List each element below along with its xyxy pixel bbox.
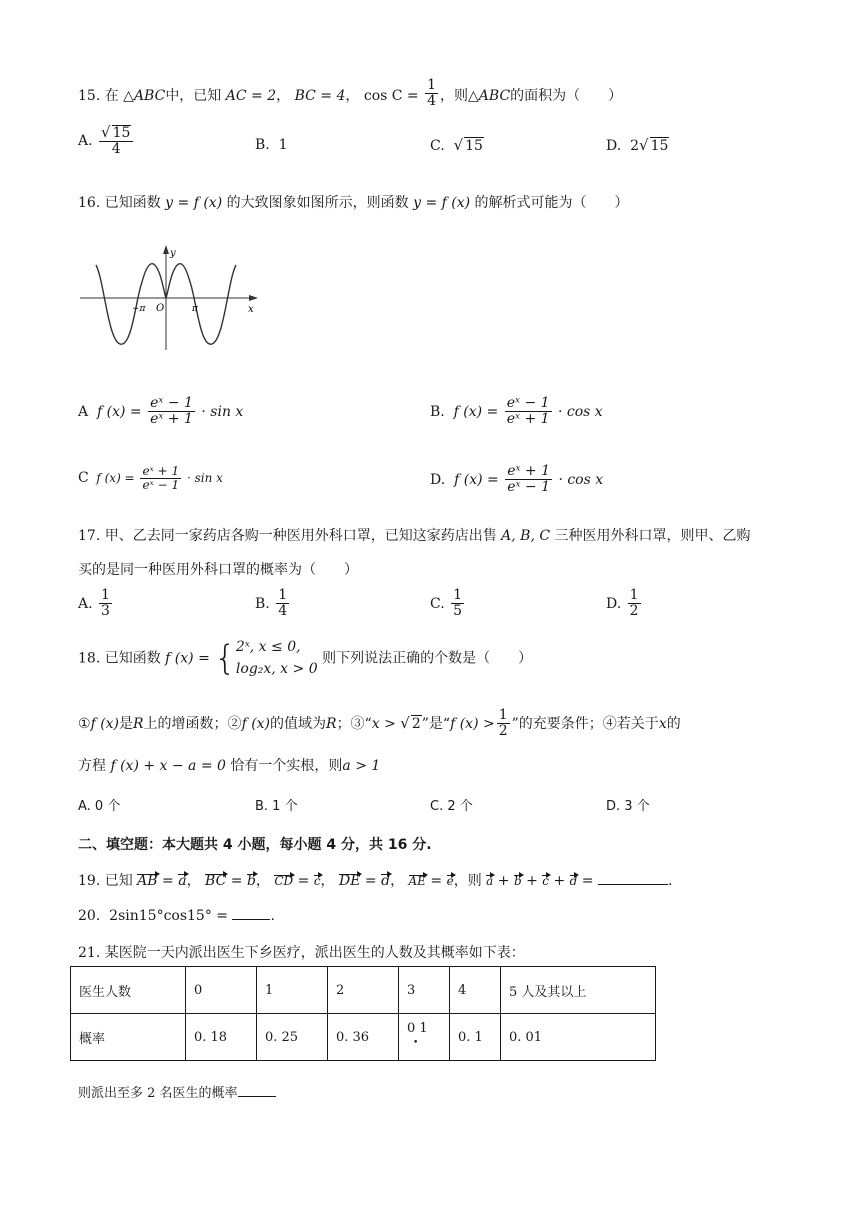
q16-function-graph [76, 240, 266, 355]
sum-a: a [486, 874, 494, 888]
frac-den: 5 [453, 603, 463, 620]
frac-num: eˣ − 1 [506, 395, 550, 411]
q16-option-d[interactable] [430, 464, 603, 496]
frac-den: eˣ + 1 [150, 411, 193, 428]
q16-text: 已知函数 [104, 195, 161, 211]
option-label: D. [606, 595, 622, 612]
table-row [71, 967, 656, 1014]
q15-option-a-fraction: $\frac{√ 15}{4}$ [99, 124, 133, 158]
q20-expr: 2sin15°cos15° = [109, 908, 229, 924]
s3-x: x [658, 715, 667, 732]
q15-cos-fraction [425, 78, 438, 110]
q15-option-c[interactable]: C. √ 15 [430, 136, 483, 154]
q15-text-b: 中，已知 [165, 87, 222, 104]
frac-num: 1 [427, 77, 437, 93]
probability-table [70, 966, 656, 1061]
table-row [71, 1014, 656, 1061]
frac-den: eˣ + 1 [506, 411, 550, 428]
option-value: 1 [278, 137, 288, 153]
frac-num: eˣ − 1 [150, 395, 193, 411]
option-fraction [148, 396, 195, 428]
table-cell: 0. 25 [257, 1014, 328, 1061]
q17-stem-line1 [78, 525, 751, 545]
piecewise-brace: { [214, 638, 236, 679]
frac-num: eˣ + 1 [142, 464, 180, 478]
frac-num: eˣ + 1 [507, 463, 550, 479]
tick-neg-pi: −π [132, 304, 146, 314]
s3-text4: 的 [666, 715, 681, 732]
vector-ab: AB [137, 873, 158, 889]
q15-text: 在 [104, 87, 119, 104]
answer-blank[interactable] [598, 884, 668, 885]
q18-statements-line2 [78, 755, 380, 775]
option-label: A. [78, 132, 93, 149]
option-fraction [140, 465, 181, 492]
section-title: 二、填空题：本大题共 4 小题，每小题 4 分，共 16 分. [78, 837, 432, 853]
sum-b: b [513, 874, 522, 888]
table-header-cell: 3 [399, 967, 450, 1014]
q18-option-b[interactable]: B. 1 个 [255, 799, 298, 814]
table-header-cell: 2 [328, 967, 399, 1014]
question-number: 17. [78, 528, 101, 544]
s4-text2: 恰有一个实根，则 [230, 758, 343, 774]
s2-R: R [326, 715, 337, 732]
q15-triangle-2: △ABC [468, 87, 511, 104]
frac-num: 1 [498, 707, 508, 723]
q15-cos: cos C = [363, 87, 419, 104]
option-label: B. [430, 403, 445, 420]
q15-ac: AC = 2 [225, 87, 277, 104]
question-number: 16. [78, 195, 101, 211]
option-trig: · sin x [201, 403, 244, 420]
s3-cond: x > [371, 715, 401, 732]
table-cell: 概率 [71, 1014, 186, 1061]
vector-b: b [246, 873, 256, 889]
question-number: 19. [78, 873, 101, 889]
frac-num: 1 [101, 587, 110, 603]
option-fraction [505, 396, 552, 428]
option-label: B. [255, 595, 270, 612]
s1-marker: ① [78, 715, 91, 732]
table-cell [399, 1014, 450, 1061]
s4-cond: a > 1 [342, 758, 381, 774]
frac-den: 2 [629, 603, 639, 620]
frac-den: 3 [101, 603, 110, 620]
q19-text-b: ，则 [453, 873, 482, 889]
option-fraction [99, 588, 112, 620]
answer-blank[interactable] [238, 1096, 276, 1097]
tick-pi: π [192, 304, 198, 314]
piece-2: log₂x, x > 0 [235, 660, 318, 677]
q17-option-c[interactable] [430, 588, 466, 620]
table-header-cell: 5 人及其以上 [501, 967, 656, 1014]
vector-ae: AE [408, 874, 426, 888]
q19-text: 已知 [104, 873, 133, 889]
s3-rad: 2 [411, 715, 421, 732]
table-header-cell: 1 [257, 967, 328, 1014]
frac-den: eˣ − 1 [507, 479, 550, 496]
q18-fx: f (x) = [165, 650, 210, 667]
q17-option-a[interactable] [78, 588, 114, 620]
q20-stem [78, 908, 275, 924]
q17-text: 甲、乙去同一家药店各购一种医用外科口罩，已知这家药店出售 [104, 528, 497, 544]
cell-dot: • [413, 1038, 419, 1048]
q15-text-d: 的面积为（ ） [510, 87, 623, 104]
y-axis-arrow [163, 245, 169, 254]
question-number: 20. [78, 908, 101, 924]
q16-text-b: 的大致图象如图所示，则函数 [226, 195, 409, 211]
s1-fx: f (x) [90, 715, 120, 732]
frac-den: 2 [498, 723, 508, 740]
table-header-cell: 医生人数 [71, 967, 186, 1014]
table-cell: 0. 18 [186, 1014, 257, 1061]
origin-label: O [156, 303, 165, 314]
option-fraction [451, 588, 464, 620]
table-cell: 0. 1 [450, 1014, 501, 1061]
option-lhs: f (x) = [453, 403, 499, 420]
option-label: C [78, 470, 89, 487]
q17-abc: A, B, C [501, 528, 551, 544]
s3-text2: ”是“ [421, 715, 451, 732]
q16-option-a[interactable] [78, 396, 243, 428]
q21-tail [78, 1082, 276, 1101]
sum-d: d [569, 874, 578, 888]
question-number: 18. [78, 650, 101, 667]
piecewise-cases [236, 637, 318, 680]
piece-1: 2ˣ, x ≤ 0, [235, 639, 301, 655]
q20-period: . [270, 908, 275, 924]
q15-triangle: △ABC [123, 87, 166, 104]
vector-d: d [381, 873, 391, 889]
q19-equals: = [581, 873, 594, 889]
option-label: A. [78, 595, 93, 612]
option-label: C. [430, 595, 445, 612]
q16-option-c[interactable] [78, 465, 223, 492]
q21-text: 某医院一天内派出医生下乡医疗，派出医生的人数及其概率如下表： [104, 945, 525, 961]
option-lhs: f (x) = [96, 471, 135, 486]
q18-option-c[interactable]: C. 2 个 [430, 799, 473, 814]
frac-den: 4 [427, 93, 437, 110]
q18-text-b: 则下列说法正确的个数是（ ） [322, 650, 533, 667]
q17-text-b: 三种医用外科口罩，则甲、乙购 [554, 528, 751, 544]
q18-option-d[interactable]: D. 3 个 [606, 799, 650, 814]
s1-text: 是 [119, 715, 134, 732]
vector-e: e [446, 874, 454, 888]
frac-num: 1 [278, 587, 288, 603]
q16-stem [78, 192, 629, 212]
option-lhs: f (x) = [454, 471, 499, 488]
option-coef: 2 [630, 138, 640, 154]
option-fraction [505, 464, 552, 496]
option-trig: · sin x [186, 471, 223, 486]
option-trig: · cos x [558, 403, 603, 420]
table-header-cell: 4 [450, 967, 501, 1014]
option-label: D. [430, 471, 446, 488]
q17-stem-line2 [78, 559, 358, 579]
frac-den: 4 [278, 603, 288, 620]
q17-option-d[interactable] [606, 588, 643, 620]
q15-option-d[interactable]: D. 2√ 15 [606, 136, 669, 154]
q19-stem: 19. 已知 AB = a， BC = b， CD = c， DE = d， AE = e，则 a + b + c + d = . [78, 873, 673, 889]
option-label: A [78, 403, 89, 420]
vector-c: c [313, 874, 321, 888]
vector-a: a [178, 873, 187, 889]
q15-stem: 15. 在 △ABC中，已知 AC = 2， BC = 4， cos C = $\frac{1}{4}$ ，则△ABC的面积为（ ） [78, 77, 623, 110]
vector-cd: CD [274, 874, 294, 888]
answer-blank[interactable] [232, 919, 270, 920]
option-lhs: f (x) = [97, 403, 142, 420]
s2-fx: f (x) [241, 715, 271, 732]
frac-num: 15 [112, 125, 131, 141]
s3-text3: ”的充要条件；④若关于 [511, 715, 659, 732]
q21-stem [78, 942, 525, 962]
q15-text-c: ，则 [440, 87, 469, 104]
frac-den: eˣ − 1 [142, 478, 180, 493]
s3-fx: f (x) > [450, 715, 495, 732]
q15-option-a[interactable] [78, 124, 135, 158]
table-cell: 0. 01 [501, 1014, 656, 1061]
sum-c: c [542, 874, 550, 888]
s2-text: 的值域为 [270, 715, 327, 732]
q16-text-c: 的解析式可能为（ ） [474, 195, 629, 211]
s1-R: R [133, 715, 144, 732]
cell-value: 0 1 [407, 1021, 428, 1036]
q18-stem [78, 637, 532, 680]
q15-bc: BC = 4 [294, 87, 346, 104]
q19-period: . [667, 873, 673, 889]
question-number: 15. [78, 87, 101, 104]
q17-text-c: 买的是同一种医用外科口罩的概率为（ ） [78, 562, 358, 578]
option-label: D. [606, 138, 622, 154]
s4-eq: f (x) + x − a = 0 [110, 758, 226, 774]
table-header-cell: 0 [186, 967, 257, 1014]
question-number: 21. [78, 945, 101, 961]
frac-num: 1 [453, 587, 463, 603]
vector-bc: BC [205, 873, 227, 889]
option-fraction [628, 588, 641, 620]
option-value: 15 [650, 138, 669, 154]
q16-option-b[interactable] [430, 396, 603, 428]
s1-text2: 上的增函数；② [143, 715, 242, 732]
q18-option-a[interactable]: A. 0 个 [78, 799, 121, 814]
q18-statements-line1: ①f (x)是R上的增函数；②f (x)的值域为R；③“x > √ 2”是“f (x) > $\frac{1}{2}$ ”的充要条件；④若关于x的 [78, 707, 681, 740]
x-axis-arrow [249, 295, 258, 301]
option-label: B. [255, 137, 270, 153]
q16-fx-2: y = f (x) [413, 195, 471, 211]
option-trig: · cos x [558, 471, 604, 488]
y-axis-label: y [170, 248, 176, 259]
q16-fx: y = f (x) [165, 195, 223, 211]
s3-fraction [497, 708, 510, 740]
option-label: C. [430, 138, 445, 154]
q18-text: 已知函数 [104, 650, 161, 667]
option-value: 15 [465, 138, 483, 154]
option-fraction [276, 588, 289, 620]
frac-num: 1 [629, 587, 639, 603]
s4-text: 方程 [78, 758, 106, 774]
vector-de: DE [339, 873, 361, 889]
q15-option-b[interactable] [255, 137, 288, 153]
frac-den: 4 [111, 141, 121, 158]
q17-option-b[interactable] [255, 588, 291, 620]
s3-text: ；③“ [336, 715, 372, 732]
q21-tail-text: 则派出至多 2 名医生的概率 [78, 1086, 238, 1101]
x-axis-label: x [248, 304, 254, 315]
table-cell: 0. 36 [328, 1014, 399, 1061]
